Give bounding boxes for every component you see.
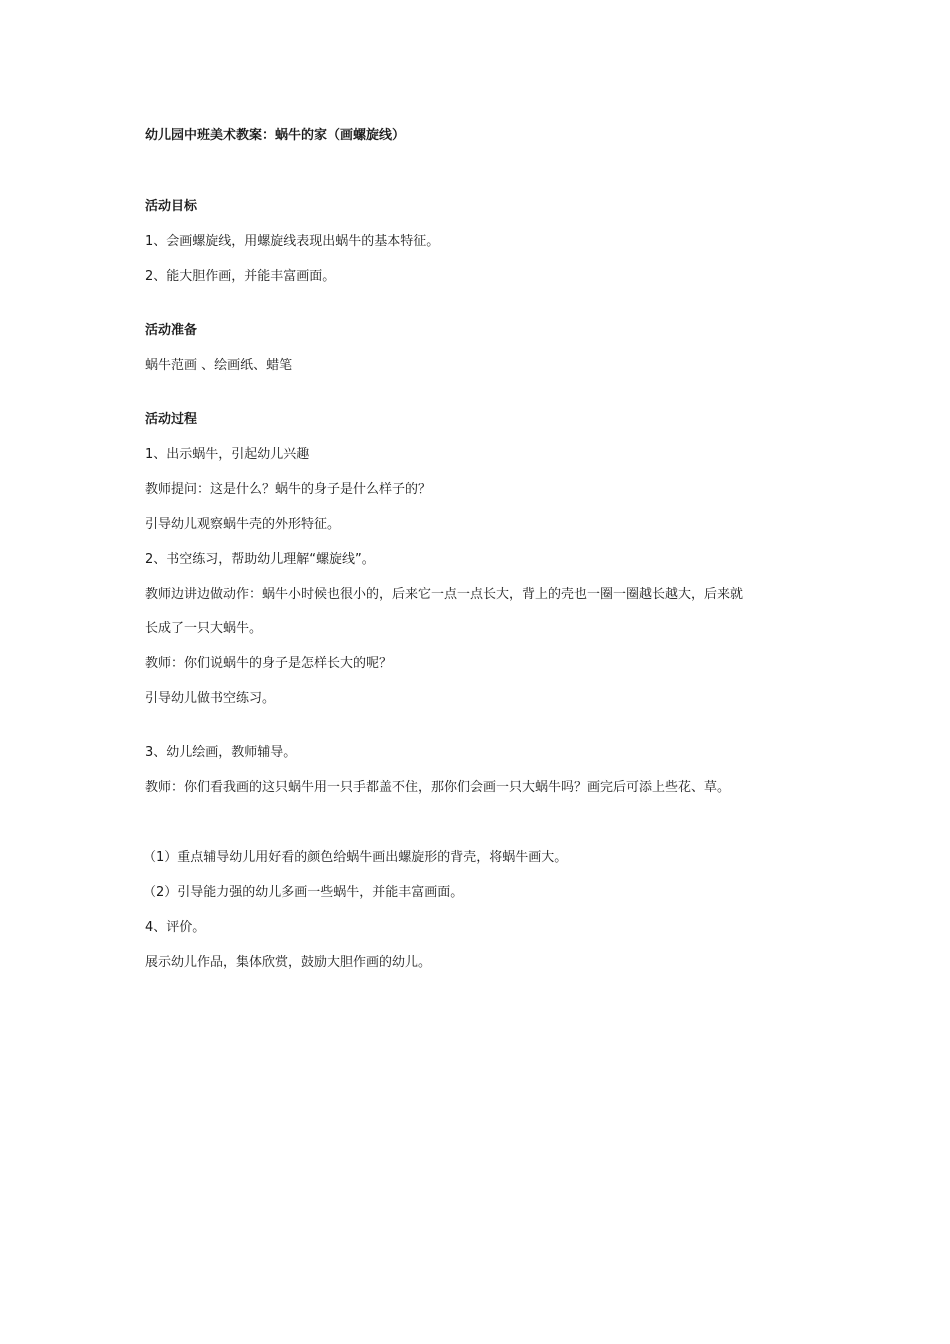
process-line: 教师：你们看我画的这只蜗牛用一只手都盖不住，那你们会画一只大蜗牛吗？画完后可添上些花、草。 (145, 780, 731, 795)
process-line: 长成了一只大蜗牛。 (145, 621, 263, 636)
goal-item: 2、能大胆作画，并能丰富画面。 (145, 269, 336, 284)
process-line: 1、出示蜗牛，引起幼儿兴趣 (145, 447, 310, 462)
process-line: 引导幼儿观察蜗牛壳的外形特征。 (145, 517, 341, 532)
process-line: 教师：你们说蜗牛的身子是怎样长大的呢？ (145, 656, 393, 671)
process-line: 3、幼儿绘画，教师辅导。 (145, 745, 297, 760)
process-line: 展示幼儿作品，集体欣赏，鼓励大胆作画的幼儿。 (145, 955, 432, 970)
process-line: （1）重点辅导幼儿用好看的颜色给蜗牛画出螺旋形的背壳，将蜗牛画大。 (143, 850, 568, 865)
process-line: 4、评价。 (145, 920, 206, 935)
preparation-text: 蜗牛范画 、绘画纸、蜡笔 (145, 358, 293, 373)
goal-item: 1、会画螺旋线，用螺旋线表现出蜗牛的基本特征。 (145, 234, 440, 249)
process-line: 引导幼儿做书空练习。 (145, 691, 276, 706)
process-line: 教师边讲边做动作：蜗牛小时候也很小的，后来它一点一点长大，背上的壳也一圈一圈越长越大，后来就 (145, 587, 744, 602)
process-line: 2、书空练习，帮助幼儿理解“螺旋线”。 (145, 552, 375, 567)
document-title: 幼儿园中班美术教案：蜗牛的家（画螺旋线） (145, 128, 406, 143)
goals-heading: 活动目标 (145, 199, 198, 214)
preparation-heading: 活动准备 (145, 323, 198, 338)
process-heading: 活动过程 (145, 412, 198, 427)
process-line: 教师提问：这是什么？蜗牛的身子是什么样子的？ (145, 482, 432, 497)
process-line: （2）引导能力强的幼儿多画一些蜗牛，并能丰富画面。 (143, 885, 464, 900)
